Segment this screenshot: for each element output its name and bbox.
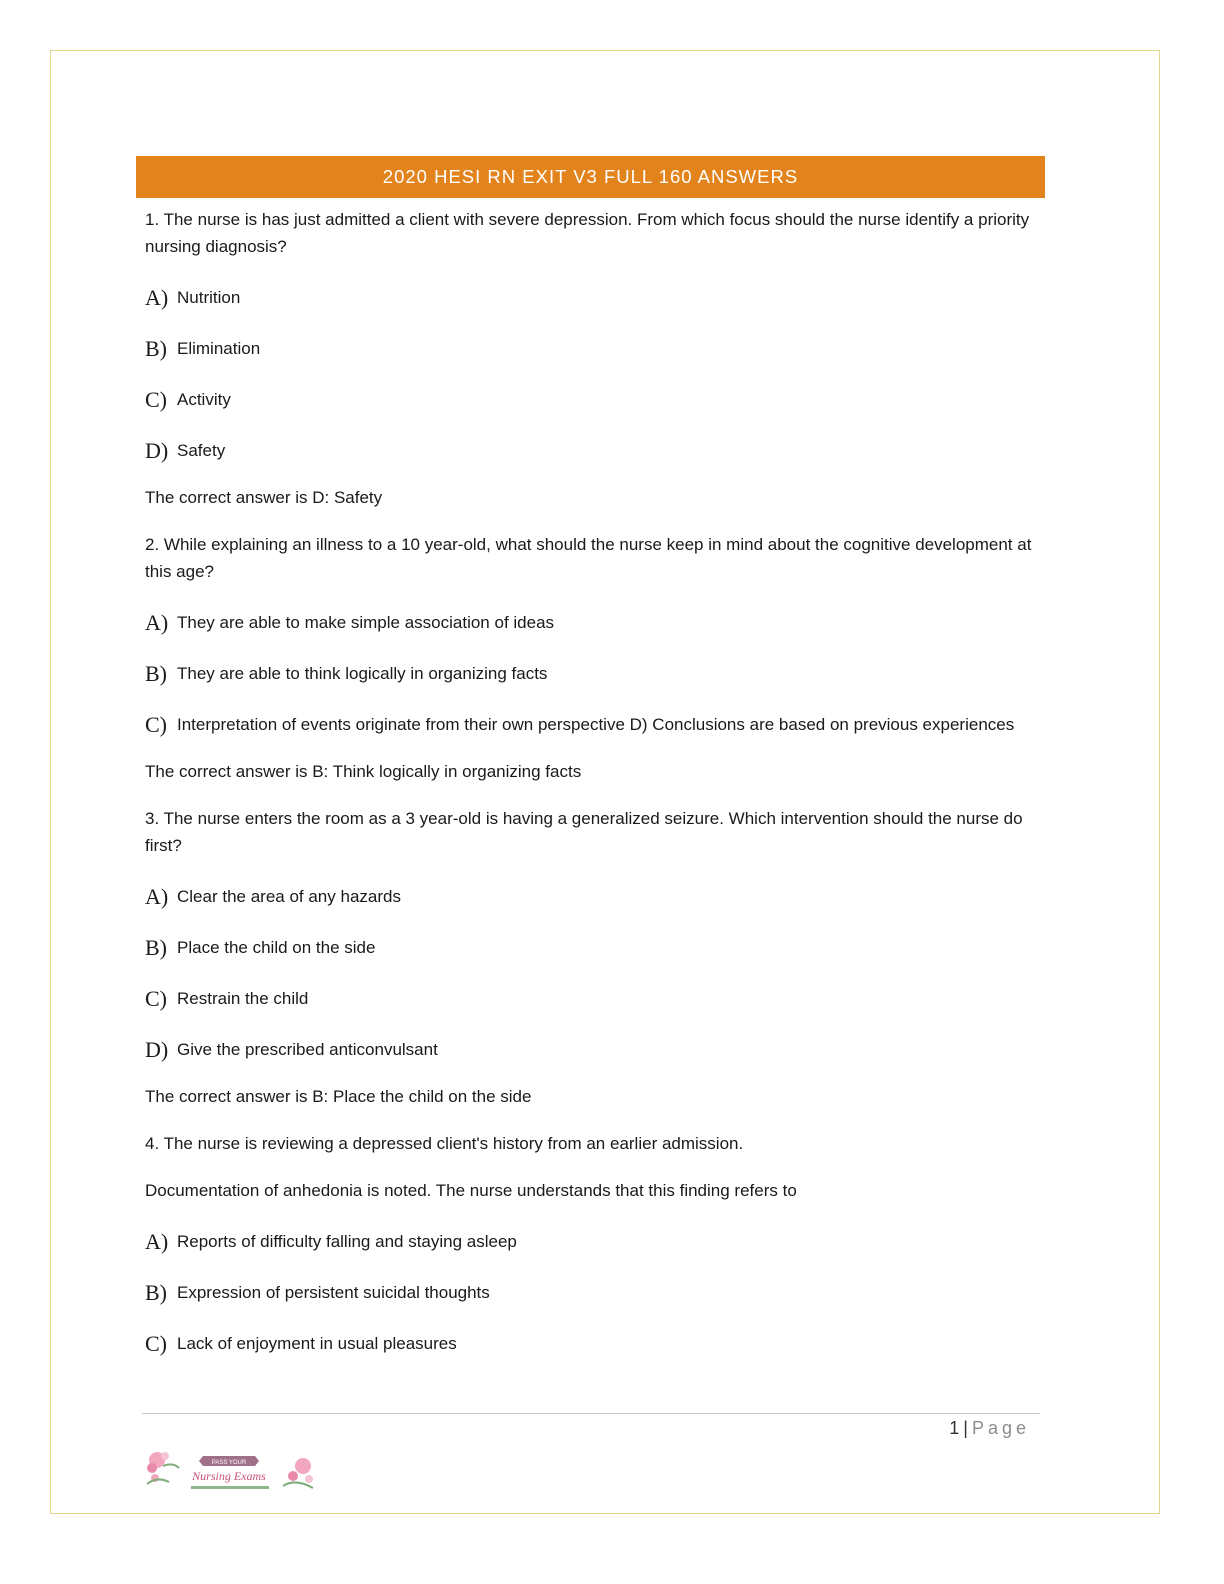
- option-a: [145, 284, 1035, 311]
- option-c: [145, 711, 1035, 738]
- option-b: [145, 934, 1035, 961]
- option-text: They are able to think logically in organizing facts: [177, 664, 548, 683]
- question-2: [145, 531, 1035, 785]
- option-a: [145, 609, 1035, 636]
- option-d: [145, 1036, 1035, 1063]
- option-letter: A): [145, 610, 169, 635]
- option-text: They are able to make simple association of ideas: [177, 613, 555, 632]
- option-text: Elimination: [177, 339, 261, 358]
- option-text: Safety: [177, 441, 226, 460]
- option-b: [145, 1279, 1035, 1306]
- page-number-separator: |: [963, 1418, 968, 1438]
- question-text: 1. The nurse is has just admitted a client with severe depression. From which focus should the nurse identify a priority nursing diagnosis?: [145, 210, 1030, 256]
- option-text: Give the prescribed anticonvulsant: [177, 1040, 438, 1059]
- option-c: [145, 386, 1035, 413]
- logo-script-text: Nursing Exams: [192, 1469, 266, 1483]
- document-title-bar: [136, 156, 1045, 198]
- option-text: Nutrition: [177, 288, 241, 307]
- option-letter: C): [145, 387, 167, 412]
- option-letter: C): [145, 986, 167, 1011]
- logo-top-text: PASS YOUR: [211, 1460, 247, 1466]
- option-b: [145, 660, 1035, 687]
- document-title: 2020 HESI RN EXIT V3 FULL 160 ANSWERS: [382, 166, 799, 187]
- option-letter: C): [145, 1331, 167, 1356]
- option-letter: B): [145, 935, 167, 960]
- option-letter: C): [145, 712, 167, 737]
- option-letter: A): [145, 1229, 169, 1254]
- question-text-continued: Documentation of anhedonia is noted. The nurse understands that this finding refers to: [145, 1181, 797, 1200]
- question-3: [145, 805, 1035, 1110]
- correct-answer: The correct answer is B: Place the child on the side: [145, 1087, 532, 1106]
- page-label: Page: [971, 1418, 1030, 1438]
- option-text: Restrain the child: [177, 989, 309, 1008]
- option-text: Expression of persistent suicidal thoughts: [177, 1283, 490, 1302]
- option-c: [145, 1330, 1035, 1357]
- option-c: [145, 985, 1035, 1012]
- question-list: [145, 206, 1035, 1357]
- correct-answer: The correct answer is B: Think logically in organizing facts: [145, 762, 582, 781]
- option-letter: A): [145, 884, 169, 909]
- question-4: [145, 1130, 1035, 1357]
- brand-logo: [143, 1446, 317, 1494]
- question-text: 4. The nurse is reviewing a depressed client's history from an earlier admission.: [145, 1134, 744, 1153]
- page-number-value: 1: [949, 1418, 960, 1438]
- option-letter: B): [145, 1280, 167, 1305]
- option-text: Lack of enjoyment in usual pleasures: [177, 1334, 457, 1353]
- option-letter: B): [145, 661, 167, 686]
- brand-logo-graphic: [143, 1446, 317, 1494]
- correct-answer: The correct answer is D: Safety: [145, 488, 383, 507]
- footer-divider: [142, 1413, 1040, 1414]
- option-letter: B): [145, 336, 167, 361]
- question-1: [145, 206, 1035, 511]
- option-text: Interpretation of events originate from their own perspective D) Conclusions are based on previous experiences: [177, 715, 1015, 734]
- option-letter: D): [145, 438, 169, 463]
- option-text: Clear the area of any hazards: [177, 887, 401, 906]
- option-d: [145, 437, 1035, 464]
- question-text: 3. The nurse enters the room as a 3 year-old is having a generalized seizure. Which intervention should the nurse do first?: [145, 809, 1023, 855]
- option-text: Place the child on the side: [177, 938, 376, 957]
- option-text: Reports of difficulty falling and staying asleep: [177, 1232, 517, 1251]
- question-text: 2. While explaining an illness to a 10 year-old, what should the nurse keep in mind about the cognitive development at this age?: [145, 535, 1032, 581]
- option-b: [145, 335, 1035, 362]
- option-a: [145, 1228, 1035, 1255]
- option-text: Activity: [177, 390, 231, 409]
- page-number: [949, 1418, 1030, 1439]
- option-letter: A): [145, 285, 169, 310]
- option-letter: D): [145, 1037, 169, 1062]
- option-a: [145, 883, 1035, 910]
